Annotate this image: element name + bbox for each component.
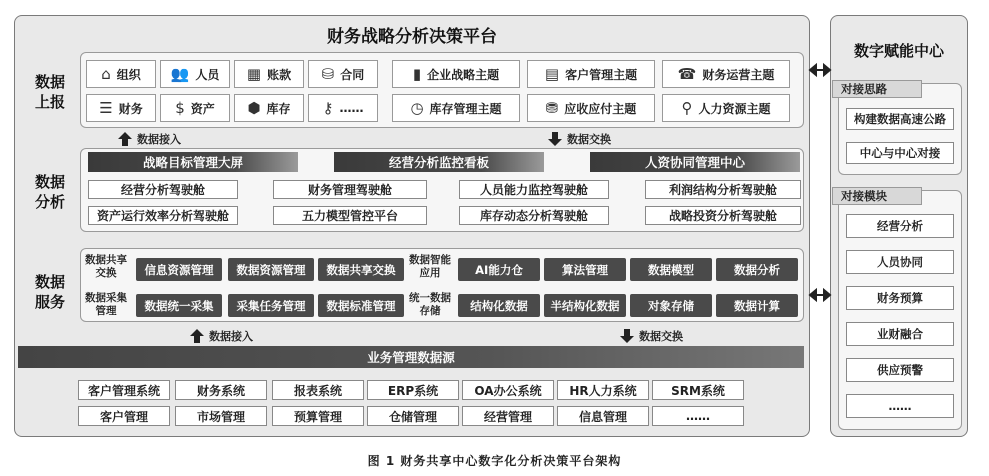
service-item[interactable]: 数据分析 [716, 258, 798, 281]
arrow-down-icon [620, 329, 634, 343]
arrow-data-ingest-top [118, 131, 238, 147]
report-item-label: 财务 [118, 101, 143, 116]
cockpit-item[interactable]: 资产运行效率分析驾驶舱 [88, 206, 238, 225]
report-item[interactable] [86, 94, 156, 122]
arrow-data-exchange-bottom-label: 数据交换 [639, 330, 683, 343]
report-item[interactable] [392, 94, 520, 122]
analysis-banner[interactable]: 战略目标管理大屏 [88, 152, 298, 172]
module-item[interactable]: …… [846, 394, 954, 418]
module-item[interactable]: 业财融合 [846, 322, 954, 346]
stack-icon: ☰ [99, 99, 113, 117]
key-icon: ⚷ [322, 99, 334, 117]
cockpit-item[interactable]: 利润结构分析驾驶舱 [645, 180, 801, 199]
document-icon: ▤ [544, 65, 560, 83]
report-item-label: 客户管理主题 [565, 67, 638, 82]
system-item[interactable]: 经营管理 [462, 406, 554, 426]
arrow-data-exchange-bottom [620, 328, 740, 344]
section-label-report: 数据上报 [34, 73, 65, 111]
report-item[interactable] [308, 94, 378, 122]
coins-icon: ⛃ [545, 99, 559, 117]
service-label-share: 数据共享交换 [85, 254, 127, 279]
service-label-collect: 数据采集管理 [85, 292, 127, 317]
service-item[interactable]: 数据模型 [630, 258, 712, 281]
system-item[interactable]: 报表系统 [272, 380, 364, 400]
report-item-label: 组织 [116, 67, 141, 82]
service-label-store: 统一数据存储 [409, 292, 451, 317]
report-item-label: 企业战略主题 [427, 67, 500, 82]
report-item[interactable] [527, 60, 655, 88]
cockpit-item[interactable]: 五力模型管控平台 [273, 206, 427, 225]
module-item[interactable]: 财务预算 [846, 286, 954, 310]
modules-title: 对接模块 [832, 187, 922, 205]
section-label-analysis: 数据分析 [34, 173, 65, 211]
arrow-down-icon [548, 132, 562, 146]
right-title: 数字赋能中心 [853, 42, 944, 60]
figure-caption: 图 1 财务共享中心数字化分析决策平台架构 [367, 454, 622, 468]
arrow-data-exchange-top [548, 131, 668, 147]
search-icon: ⚲ [681, 99, 693, 117]
phone-icon: ☎ [677, 65, 697, 83]
people-icon: 👥 [170, 65, 190, 83]
report-item-label: 库存管理主题 [429, 101, 502, 116]
system-item[interactable]: 市场管理 [175, 406, 267, 426]
bar-chart-icon: ▮ [412, 65, 422, 83]
system-item[interactable]: 财务系统 [175, 380, 267, 400]
report-item[interactable] [308, 60, 378, 88]
service-item[interactable]: AI能力仓 [458, 258, 540, 281]
report-item[interactable] [160, 60, 230, 88]
report-item-label: …… [339, 101, 364, 115]
report-item[interactable] [527, 94, 655, 122]
database-icon: ⛁ [321, 65, 335, 83]
service-item[interactable]: 半结构化数据 [544, 294, 626, 317]
system-item[interactable]: …… [652, 406, 744, 426]
section-label-service: 数据服务 [34, 273, 65, 311]
report-item-label: 人员 [195, 67, 220, 82]
system-item[interactable]: 仓储管理 [367, 406, 459, 426]
arrow-data-ingest-bottom [190, 328, 310, 344]
service-item[interactable]: 结构化数据 [458, 294, 540, 317]
report-item-label: 合同 [340, 67, 365, 82]
service-item[interactable]: 对象存储 [630, 294, 712, 317]
arrow-data-exchange-top-label: 数据交换 [567, 133, 611, 146]
report-item-label: 应收应付主题 [564, 101, 637, 116]
service-item[interactable]: 数据标准管理 [318, 294, 404, 317]
report-item-label: 人力资源主题 [698, 101, 771, 116]
ideas-title: 对接思路 [832, 80, 922, 98]
box-icon: ▦ [246, 65, 262, 83]
report-item[interactable] [160, 94, 230, 122]
report-item-label: 资产 [190, 101, 215, 116]
cockpit-item[interactable]: 库存动态分析驾驶舱 [459, 206, 609, 225]
system-item[interactable]: HR人力系统 [557, 380, 649, 400]
cockpit-item[interactable]: 战略投资分析驾驶舱 [645, 206, 801, 225]
module-item[interactable]: 人员协同 [846, 250, 954, 274]
arrow-up-icon [118, 132, 132, 146]
system-item[interactable]: 客户管理 [78, 406, 170, 426]
arrow-up-icon [190, 329, 204, 343]
arrow-data-ingest-top-label: 数据接入 [137, 133, 181, 146]
dollar-icon: $ [175, 99, 185, 117]
system-item[interactable]: SRM系统 [652, 380, 744, 400]
service-item[interactable]: 数据共享交换 [318, 258, 404, 281]
report-item-label: 账款 [267, 67, 292, 82]
report-item-label: 库存 [266, 101, 291, 116]
module-item[interactable]: 经营分析 [846, 214, 954, 238]
connector-arrows [808, 60, 832, 310]
service-item[interactable]: 数据资源管理 [228, 258, 314, 281]
system-item[interactable]: OA办公系统 [462, 380, 554, 400]
system-item[interactable]: ERP系统 [367, 380, 459, 400]
analysis-banner[interactable]: 经营分析监控看板 [334, 152, 544, 172]
system-item[interactable]: 信息管理 [557, 406, 649, 426]
arrow-data-ingest-bottom-label: 数据接入 [209, 330, 253, 343]
report-item[interactable] [662, 60, 790, 88]
cockpit-item[interactable]: 财务管理驾驶舱 [273, 180, 427, 199]
service-item[interactable]: 数据计算 [716, 294, 798, 317]
service-item[interactable]: 信息资源管理 [136, 258, 222, 281]
report-item[interactable] [86, 60, 156, 88]
service-item[interactable]: 数据统一采集 [136, 294, 222, 317]
system-item[interactable]: 客户管理系统 [78, 380, 170, 400]
home-icon: ⌂ [101, 65, 111, 83]
report-item[interactable] [234, 94, 304, 122]
clock-icon: ◷ [410, 99, 424, 117]
cockpit-item[interactable]: 经营分析驾驶舱 [88, 180, 238, 199]
report-item[interactable] [392, 60, 520, 88]
cockpit-item[interactable]: 人员能力监控驾驶舱 [459, 180, 609, 199]
business-source-bar: 业务管理数据源 [18, 346, 804, 368]
idea-item[interactable]: 构建数据高速公路 [846, 108, 954, 130]
idea-item[interactable]: 中心与中心对接 [846, 142, 954, 164]
service-label-smart: 数据智能应用 [409, 254, 451, 279]
service-item[interactable]: 算法管理 [544, 258, 626, 281]
report-item[interactable] [662, 94, 790, 122]
module-item[interactable]: 供应预警 [846, 358, 954, 382]
service-item[interactable]: 采集任务管理 [228, 294, 314, 317]
report-item[interactable] [234, 60, 304, 88]
report-item-label: 财务运营主题 [702, 67, 775, 82]
analysis-banner[interactable]: 人资协同管理中心 [590, 152, 800, 172]
platform-title: 财务战略分析决策平台 [327, 27, 497, 47]
cube-icon: ⬢ [247, 99, 261, 117]
system-item[interactable]: 预算管理 [272, 406, 364, 426]
